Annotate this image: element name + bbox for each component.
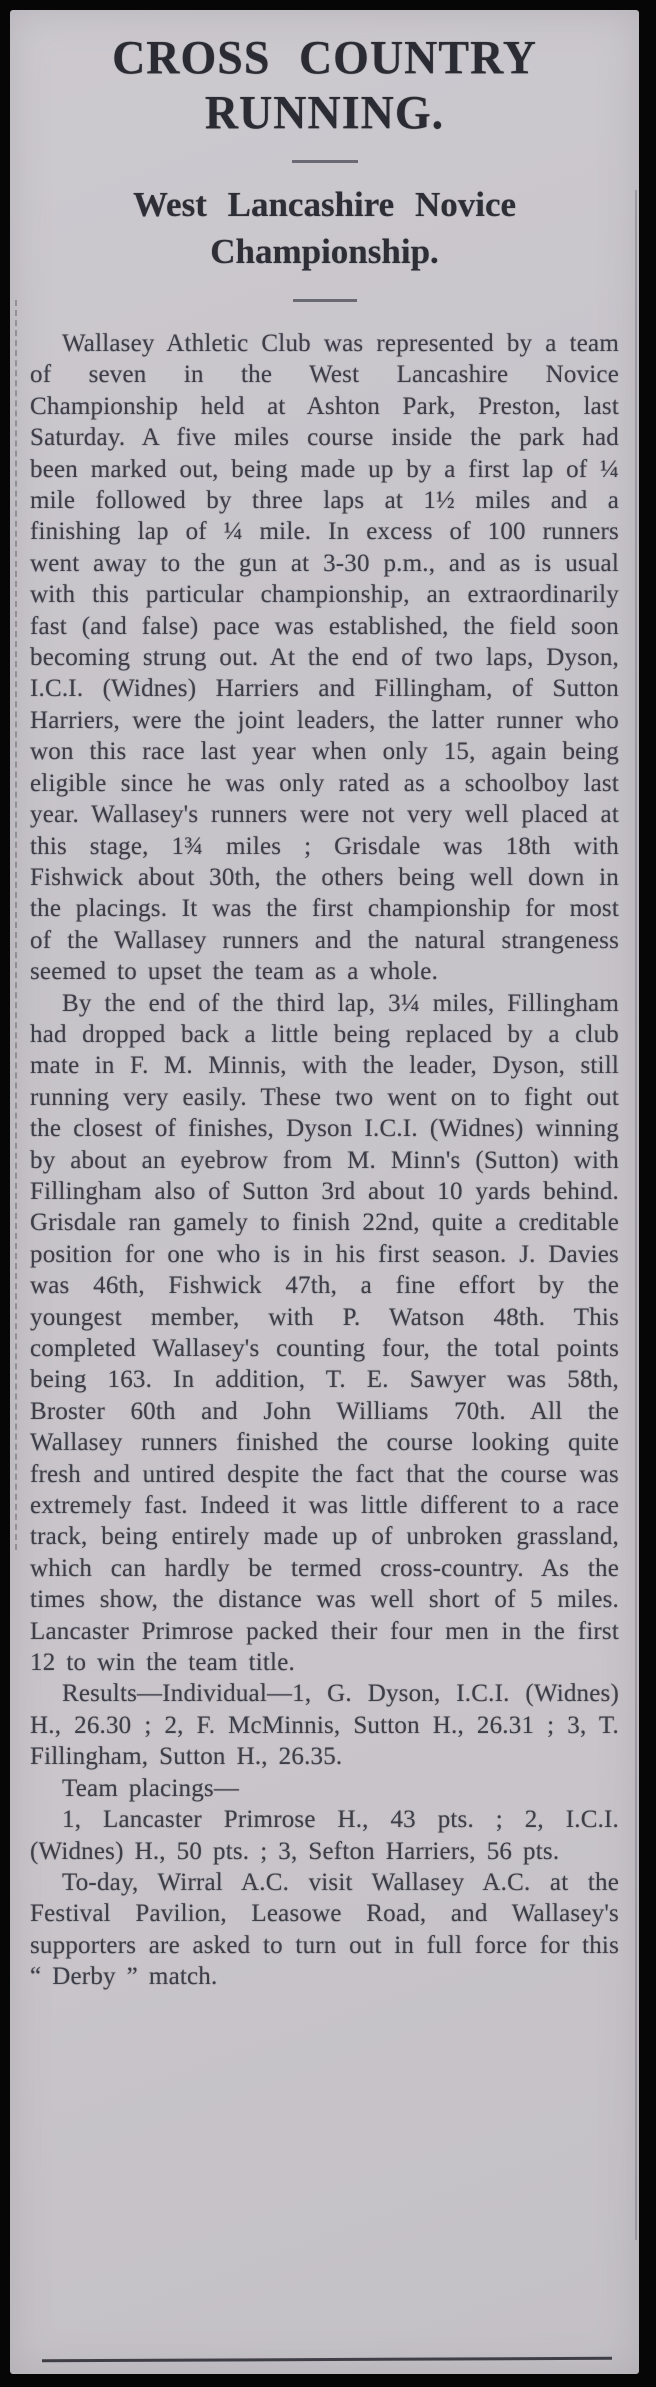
paragraph-upcoming-match: To-day, Wirral A.C. visit Wallasey A.C. at the Festival Pavilion, Leasowe Road, and Wallasey's supporters are asked to turn out in full force for this “ Derby ” match. [30,1868,619,1991]
article-body [30,328,619,1993]
paragraph-finish-report: By the end of the third lap, 3¼ miles, Fillingham had dropped back a little being replaced by a club mate in F. M. Minnis, with the leader, Dyson, still running very easily. These two went on to fight out the closest of finishes, Dyson I.C.I. (Widnes) winning by about an eyebrow from M. Minn's (Sutton) with Fillingham also of Sutton 3rd about 10 yards behind. Grisdale ran gamely to finish 22nd, quite a creditable position for one who is in his first season. J. Davies was 46th, Fishwick 47th, a fine effort by the youngest member, with P. Watson 48th. This completed Wallasey's counting four, the total points being 163. In addition, T. E. Sawyer was 58th, Broster 60th and John Williams 70th. All the Wallasey runners finished the course looking quite fresh and untired despite the fact that the course was extremely fast. Indeed it was little different to a race track, being entirely made up of unbroken grassland, which can hardly be termed cross-country. As the times show, the distance was well short of 5 miles. Lancaster Primrose packed their four men in the first 12 to win the team title. [30,989,619,1677]
bottom-rule-divider [42,2357,612,2362]
headline-divider [292,160,358,163]
paragraph-team-placings: 1, Lancaster Primrose H., 43 pts. ; 2, I.C.I. (Widnes) H., 50 pts. ; 3, Sefton Harriers, 56 pts. [30,1806,619,1865]
article-headline: CROSS COUNTRY RUNNING. [112,30,537,140]
article-content [10,10,639,1993]
subheadline-divider [293,299,357,302]
paragraph-individual-results: Results—Individual—1, G. Dyson, I.C.I. (Widnes) H., 26.30 ; 2, F. McMinnis, Sutton H., 26.31 ; 3, T. Fillingham, Sutton H., 26.35. [30,1680,619,1771]
paragraph-team-placings-heading: Team placings— [62,1774,240,1802]
paragraph-race-report: Wallasey Athletic Club was represented by a team of seven in the West Lancashire Novice Championship held at Ashton Park, Preston, last Saturday. A five miles course inside the park had been marked out, being made up by a first lap of ¼ mile followed by three laps at 1½ miles and a finishing lap of ¼ mile. In excess of 100 runners went away to the gun at 3-30 p.m., and as is usual with this particular championship, an extraordinarily fast (and false) pace was established, the field soon becoming strung out. At the end of two laps, Dyson, I.C.I. (Widnes) Harriers and Fillingham, of Sutton Harriers, were the joint leaders, the latter runner who won this race last year when only 15, again being eligible since he was only rated as a schoolboy last year. Wallasey's runners were not very well placed at this stage, 1¾ miles ; Grisdale was 18th with Fishwick about 30th, the others being well down in the placings. It was the first championship for most of the Wallasey runners and the natural strangeness seemed to upset the team as a whole. [30,330,619,986]
newspaper-clipping [10,10,639,2374]
article-subheadline: West Lancashire Novice Championship. [132,185,517,271]
